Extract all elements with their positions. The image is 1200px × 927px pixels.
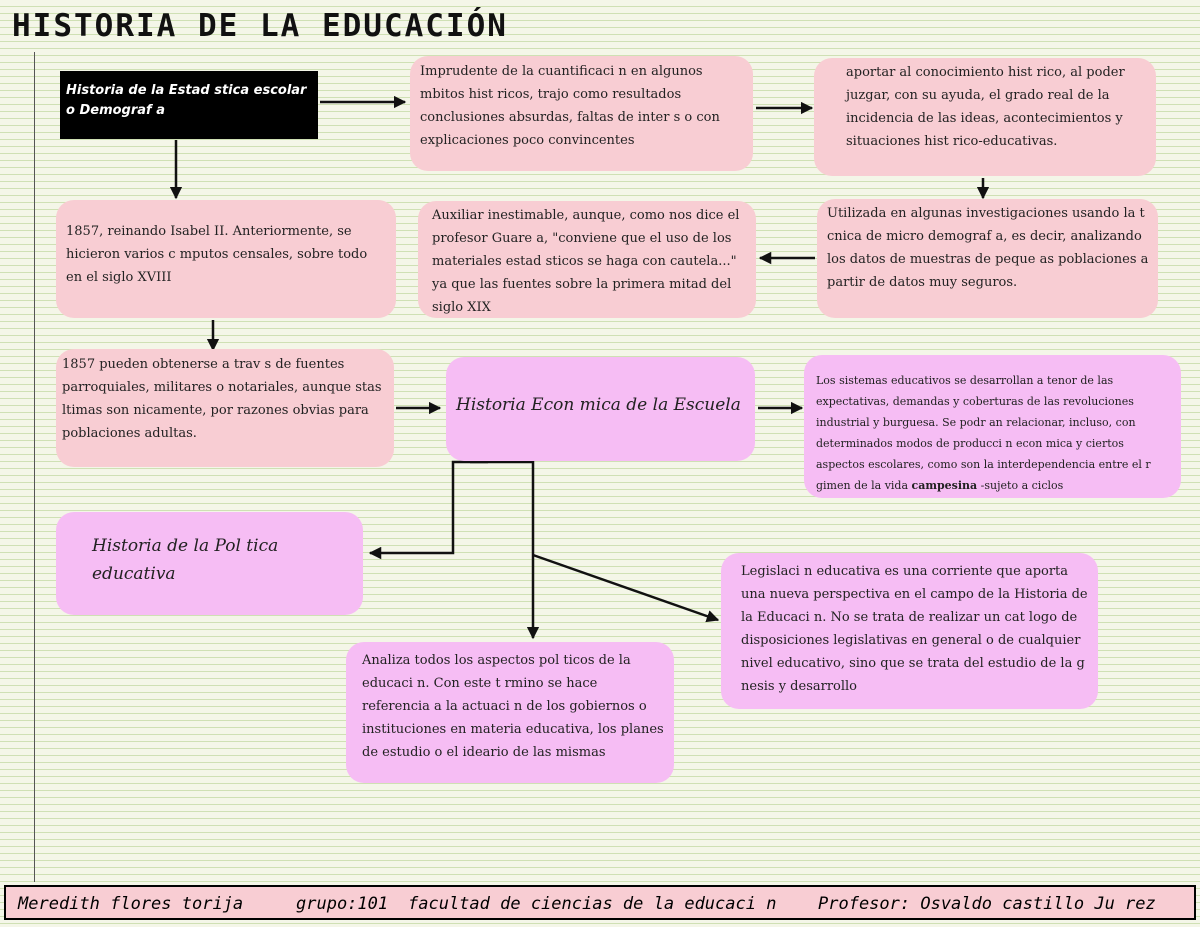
footer-group: grupo:101 (296, 894, 389, 914)
footer-author: Meredith flores torija (18, 894, 244, 914)
arrow-economica-to-legislacion (533, 555, 718, 620)
arrow-economica-to-analiza (470, 462, 533, 638)
node-sistemas-bold-word: campesina (911, 479, 978, 492)
node-sistemas (804, 355, 1181, 498)
node-politica-text: Historia de la Pol tica educativa (92, 536, 279, 584)
node-legislacion (721, 553, 1098, 709)
node-1857b (56, 349, 394, 467)
page-title: HISTORIA DE LA EDUCACIÓN (12, 8, 508, 44)
node-sistemas-text-end: -sujeto a ciclos (977, 479, 1064, 492)
footer-bar (4, 885, 1196, 920)
node-imprudente (410, 56, 753, 171)
node-auxiliar (418, 201, 756, 318)
footer-professor: Profesor: Osvaldo castillo Ju rez (818, 894, 1156, 914)
node-analiza-text: Analiza todos los aspectos pol ticos de la educaci n. Con este t rmino se hace referencia a la actuaci n de los gobiernos o instituciones en materia educativa, los planes de estudio o el ideario de las mismas (362, 653, 664, 760)
node-1857a-text: 1857, reinando Isabel II. Anteriormente, se hicieron varios c mputos censales, sobre todo en el siglo XVIII (66, 224, 368, 285)
node-economica (446, 357, 755, 461)
node-politica (56, 512, 363, 615)
node-estadistica (60, 71, 318, 139)
node-1857a (56, 200, 396, 318)
node-imprudente-text: Imprudente de la cuantificaci n en algunos mbitos hist ricos, trajo como resultados conclusiones absurdas, faltas de inter s o con explicaciones poco convincentes (420, 64, 720, 148)
node-legislacion-text: Legislaci n educativa es una corriente que aporta una nueva perspectiva en el campo de la Historia de la Educaci n. No se trata de realizar un cat logo de disposiciones legislativas en general o de cualquier nivel educativo, sino que se trata del estudio de la g nesis y desarrollo (741, 564, 1088, 694)
node-utilizada (817, 199, 1158, 318)
node-economica-text: Historia Econ mica de la Escuela (456, 395, 741, 415)
node-1857b-text: 1857 pueden obtenerse a trav s de fuentes parroquiales, militares o notariales, aunque stas ltimas son nicamente, por razones obvias para poblaciones adultas. (62, 357, 382, 441)
node-aportar-text: aportar al conocimiento hist rico, al poder juzgar, con su ayuda, el grado real de la incidencia de las ideas, acontecimientos y situaciones hist rico-educativas. (846, 65, 1125, 149)
node-estadistica-text: Historia de la Estad stica escolar o Demograf a (66, 83, 307, 118)
node-sistemas-text: Los sistemas educativos se desarrollan a tenor de las expectativas, demandas y coberturas de las revoluciones industrial y burguesa. Se podr an relacionar, incluso, con determinados modos de producci n econ mica y ciertos aspectos escolares, como son la interdependencia entre el r gimen de la vida (816, 374, 1151, 492)
footer-faculty: facultad de ciencias de la educaci n (408, 894, 777, 914)
node-utilizada-text: Utilizada en algunas investigaciones usando la t cnica de micro demograf a, es decir, analizando los datos de muestras de peque as poblaciones a partir de datos muy seguros. (827, 206, 1149, 290)
node-analiza (346, 642, 674, 783)
node-auxiliar-text: Auxiliar inestimable, aunque, como nos dice el profesor Guare a, "conviene que el uso de los materiales estad sticos se haga con cautela..." ya que las fuentes sobre la primera mitad del siglo XIX (432, 208, 740, 315)
arrow-economica-to-politica (370, 462, 488, 553)
node-aportar (814, 58, 1156, 176)
